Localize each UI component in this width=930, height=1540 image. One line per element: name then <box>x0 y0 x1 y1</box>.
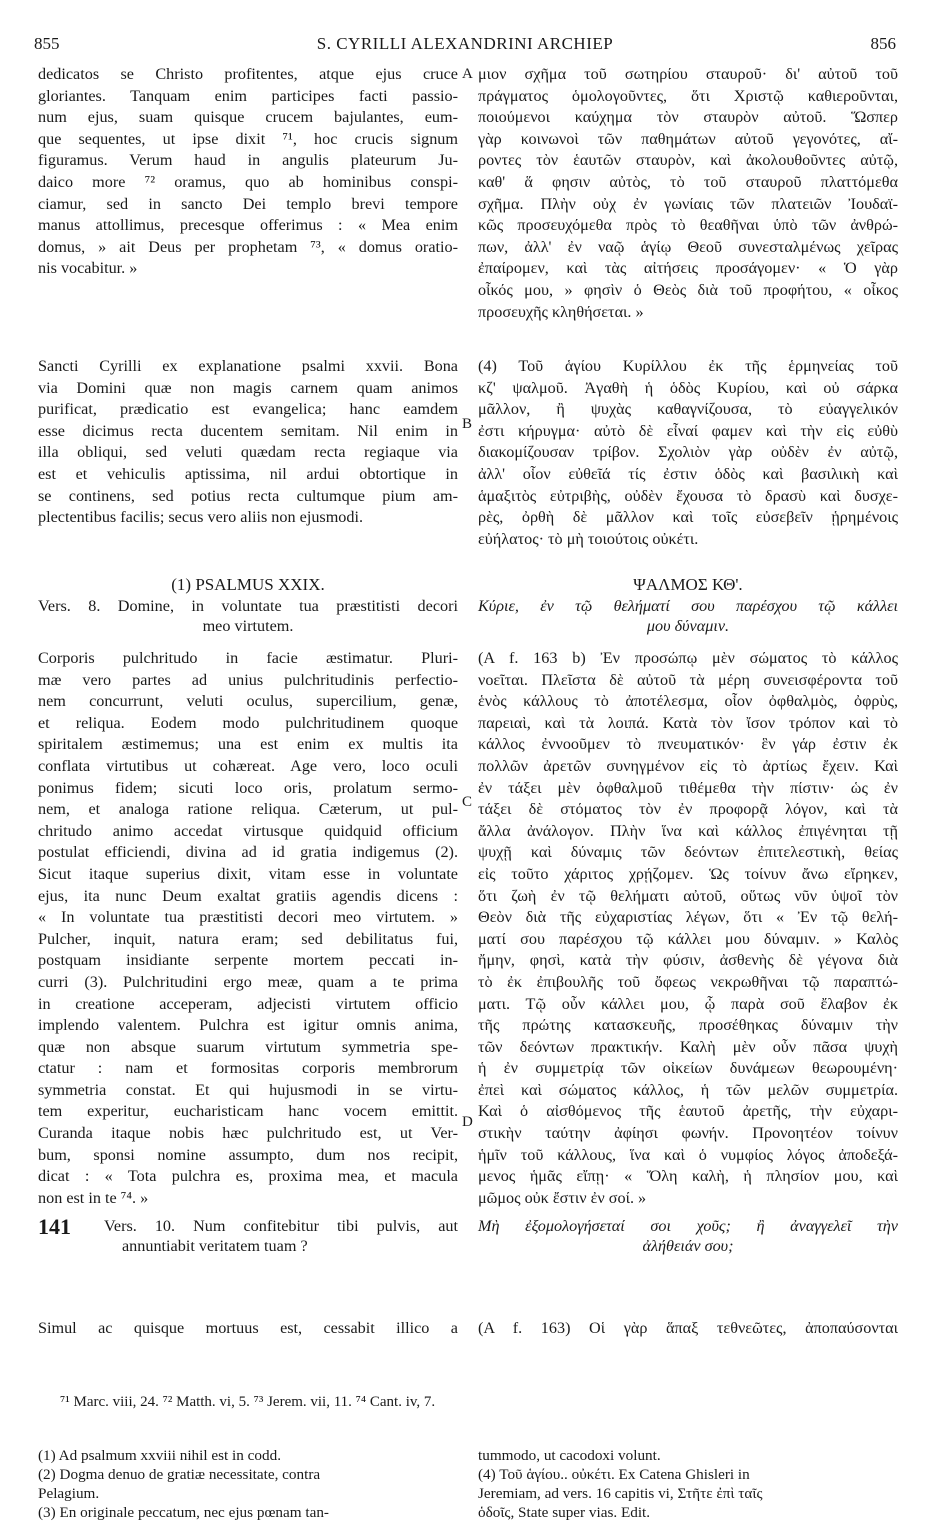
greek-p1-line: ποιούμενοι καύχημα τὸν σταυρὸν αὐτοῦ. Ὥσπερ <box>478 108 898 127</box>
footnotes-left <box>38 1446 458 1522</box>
greek-p2-line: ἁμαξιτὸς εὐτριβὴς, οὐδὲν ἔχουσα τὸ δρασὺ καὶ δυσχε- <box>478 486 898 505</box>
latin-p3-line: symmetria constat. Et qui hujusmodi in se virtu- <box>38 1080 458 1099</box>
latin-p3-line: mæ vero partes ad unius pulchritudinis perfectio- <box>38 670 458 689</box>
latin-paragraph-3 <box>38 648 458 1209</box>
greek-p3-line: εἰς τοῦτο χάριτος χρῄζομεν. Ὡς τοίνυν ἄνω εἴρηκεν, <box>478 864 898 883</box>
latin-p2-line: esse dicimus recta ducentem semitam. Nil enim in <box>38 421 458 440</box>
greek-p2-line: διακομίζουσαν τρίβον. Σχολιὸν γὰρ οὐδὲν ἐν αὐτῷ, <box>478 443 898 462</box>
greek-p3-line: στικὴν ταύτην ἀφίησι φωνήν. Προνοητέον τοίνυν <box>478 1124 898 1143</box>
verse10-latin-line-1: Vers. 10. Num confitebitur tibi pulvis, aut <box>104 1217 458 1235</box>
latin-p2-line: est et vehiculis aptissima, nil ardui obtortique in <box>38 464 458 483</box>
verse10-latin-line-2: annuntiabit veritatem tuam ? <box>122 1237 308 1255</box>
greek-p1-line: γὰρ κοινωνοὶ τῶν παθημάτων αὐτοῦ γεγονότες, αἴ- <box>478 129 898 148</box>
latin-p1-line: domus, » ait Deus per prophetam ⁷³, « domus oratio- <box>38 237 458 256</box>
greek-p1-line: καθ' ἅ φησιν αὐτὸς, τὸ τοῦ σταυροῦ πλαττόμεθα <box>478 172 898 191</box>
greek-p2-line: (4) Τοῦ ἁγίου Κυρίλλου ἐκ τῆς ἑρμηνείας τοῦ <box>478 357 898 375</box>
latin-p4-line: Simul ac quisque mortuus est, cessabit illico a <box>38 1319 458 1337</box>
psalm-heading-greek: ΨΑΛΜΟΣ ΚΘ'. <box>633 575 743 594</box>
greek-p3-line: τῶν δεόντων πρακτικήν. Καλὴ μὲν οὖν πᾶσα ψυχὴ <box>478 1037 898 1056</box>
latin-p3-line: non est in te ⁷⁴. » <box>38 1188 149 1207</box>
latin-p1-line: ciamur, sed in sancto Dei templo brevi tempore <box>38 194 458 213</box>
latin-p3-line: Sicut itaque superius dixit, vitam esse in voluntate <box>38 864 458 883</box>
latin-p3-line: conflata virtutibus ut cohæreat. Age vero, loco oculi <box>38 756 458 775</box>
verse8-latin-line-2: meo virtutem. <box>202 616 294 635</box>
greek-paragraph-1 <box>478 64 898 323</box>
latin-p3-line: ctatur : nam et formositas corporis membrorum <box>38 1059 458 1078</box>
scripture-references: ⁷¹ Marc. viii, 24. ⁷² Matth. vi, 5. ⁷³ Jerem. vii, 11. ⁷⁴ Cant. iv, 7. <box>60 1394 436 1410</box>
margin-marker-a: A <box>462 66 473 82</box>
latin-p3-line: chritudo animo accedat virtusque quidquid officium <box>38 821 458 840</box>
greek-p3-line: τὸ ἐκ ἐπιβουλῆς τοῦ ὄφεως νεκρωθῆναι τῷ παραπτώ- <box>478 972 898 991</box>
column-number: 141 <box>38 1214 71 1239</box>
latin-p3-line: dicat : « Tota pulchra es, proxima mea, et macula <box>38 1167 458 1186</box>
latin-p3-line: curri (3). Pulchritudini ergo meæ, quam a te prima <box>38 972 458 991</box>
latin-p1-line: gloriantes. Tanquam enim participes facti passio- <box>38 86 458 105</box>
greek-p1-line: ροντες τὸν ἑαυτῶν σταυρὸν, καὶ ἀκολουθοῦντες αὐτῷ, <box>478 151 898 170</box>
page-number-right: 856 <box>870 34 896 53</box>
latin-p3-line: spiritalem æstimemus; una est enim ex multis ita <box>38 735 458 754</box>
latin-p3-line: ponimus fidem; sicuti loco oris, prolatum sermo- <box>38 778 458 797</box>
greek-p3-line: ἐπεὶ καὶ σώματος κάλλος, ἡ τῶν μελῶν συμμετρία. <box>478 1080 898 1099</box>
greek-p3-line: ὅτι ζωὴ ἐν τῷ θελήματι αὐτοῦ, οὕτως νῦν ὑψοῖ τὸν <box>478 886 898 905</box>
latin-p3-line: nem, et analoga ratione reliqua. Cæterum, ut pul- <box>38 800 458 819</box>
verse8-greek-line-1: Κύριε, ἐν τῷ θελήματί σου παρέσχου τῷ κάλλει <box>478 596 898 615</box>
latin-p2-line: plectentibus facilis; secus vero aliis non ejusmodi. <box>38 508 364 527</box>
latin-p1-line: daico more ⁷² oramus, quo ab hominibus conspi- <box>38 172 458 191</box>
greek-p3-line: ματί σου παρέσχου τῷ κάλλει μου δύναμιν. » Καλὸς <box>478 929 898 948</box>
latin-p1-line: nis vocabitur. » <box>38 259 138 278</box>
greek-psalm-section <box>478 574 898 636</box>
latin-p1-line: num ejus, suam quisque crucem bajulantes, eum- <box>38 108 458 127</box>
latin-p3-line: bum, sponsi nomine assumpto, dum nos recipit, <box>38 1145 458 1164</box>
greek-p3-line: τάξει δὲ στόματος τὸν ἐν προφορᾷ λόγον, καὶ τὰ <box>478 800 898 819</box>
latin-paragraph-4 <box>38 1318 458 1340</box>
greek-paragraph-2 <box>478 356 898 550</box>
latin-p3-line: tem experitur, eucharisticam hanc vocem emittit. <box>38 1102 458 1121</box>
latin-p3-line: quæ non absque suarum virtutum symmetria spe- <box>38 1037 458 1056</box>
footnote-line: Pelagium. <box>38 1485 100 1502</box>
latin-p3-line: postquam insidiante serpente mortem peccati in- <box>38 951 458 970</box>
latin-psalm-section <box>38 574 458 636</box>
latin-p1-line: que sequentes, ut ipse dixit ⁷¹, hoc crucis signum <box>38 129 458 148</box>
greek-p1-line: πων, ἀλλ' ἐν ναῷ ἁγίῳ Θεοῦ συνεσταλμένως χεῖρας <box>478 237 898 256</box>
footnotes-right <box>478 1446 898 1522</box>
greek-p3-line: ψυχῇ καὶ δύναμις τῶν δεόντων ἐπιτελεστικὴ, θείας <box>478 843 898 862</box>
greek-verse10 <box>478 1216 898 1256</box>
greek-p3-line: Θεὸν διὰ τῆς εὐχαριστίας λέγων, ὅτι « Ἐν τῷ θελή- <box>478 908 898 927</box>
greek-p2-line: ἀλλ' οἷον εὐθεῖά τίς ἐστιν ὁδὸς καὶ βασιλικὴ καὶ <box>478 464 898 483</box>
latin-p2-line: via Domini quæ non magis carnem quam animos <box>38 378 458 397</box>
latin-p1-line: manus attollimus, precesque offerimus : « Mea enim <box>38 216 458 235</box>
greek-p3-line: μῶμος οὐκ ἔστιν ἐν σοί. » <box>478 1188 647 1207</box>
verse8-greek-line-2: μου δύναμιν. <box>646 616 730 635</box>
latin-p3-line: Corporis pulchritudo in facie æstimatur. Pluri- <box>38 649 458 667</box>
greek-p3-line: πολλῶν ἀρετῶν συνηγμένον εἰς τὸ ἀρτίως ἔχειν. Καὶ <box>478 756 898 775</box>
footnote-line: (2) Dogma denuo de gratiæ necessitate, contra <box>38 1466 321 1483</box>
greek-paragraph-4 <box>478 1318 898 1340</box>
latin-paragraph-2 <box>38 356 458 529</box>
greek-p1-line: σχῆμα. Πλὴν οὐχ ἐν γωνίαις τῶν πλατειῶν Ἰουδαϊ- <box>478 194 898 213</box>
footnote-line: tummodo, ut cacodoxi volunt. <box>478 1447 661 1464</box>
footnote-line: (1) Ad psalmum xxviii nihil est in codd. <box>38 1447 281 1464</box>
latin-verse10 <box>104 1216 458 1256</box>
latin-p3-line: Curanda itaque nobis hæc pulchritudo est, ut Ver- <box>38 1124 458 1143</box>
greek-p3-line: (A f. 163 b) Ἐν προσώπῳ μὲν σώματος τὸ κάλλος <box>478 649 898 667</box>
psalm-heading-latin: (1) PSALMUS XXIX. <box>171 575 325 594</box>
running-title: S. CYRILLI ALEXANDRINI ARCHIEP <box>316 34 614 53</box>
greek-p3-line: ἡ ἐν συμμετρίᾳ τῶν οἰκείων δυνάμεων θεωρουμένη· <box>478 1059 898 1078</box>
latin-p2-line: se continens, sed potius recta cultumque pium am- <box>38 486 458 505</box>
latin-p3-line: implendo valentem. Pulchra est igitur omnis anima, <box>38 1016 458 1035</box>
page-number-left: 855 <box>34 34 60 53</box>
verse8-latin-line-1: Vers. 8. Domine, in voluntate tua præstitisti decori <box>38 596 458 615</box>
latin-p1-line: figuramus. Verum haud in angulis plateurum Ju- <box>38 151 458 170</box>
margin-marker-d: D <box>462 1114 473 1130</box>
greek-p1-line: οἶκός μου, » φησὶν ὁ Θεὸς διὰ τοῦ προφήτου, « οἶκος <box>478 280 898 299</box>
latin-p2-line: illa obliqui, sed veluti quædam recta regiaque via <box>38 443 458 462</box>
greek-p1-line: ἐπαίρομεν, καὶ τὰς αἰτήσεις προσάγομεν· « Ὁ γὰρ <box>478 259 898 278</box>
greek-p1-line: προσευχῆς κληθήσεται. » <box>478 302 644 321</box>
greek-p1-line: μιον σχῆμα τοῦ σωτηρίου σταυροῦ· δι' αὐτοῦ τοῦ <box>478 65 898 83</box>
greek-p3-line: νοεῖται. Πλεῖστα δὲ αὐτοῦ τὰ μέρη συνεισφέροντα τοῦ <box>478 670 898 689</box>
latin-p3-line: nem concurrunt, veluti oculus, supercilium, genæ, <box>38 692 458 711</box>
latin-p3-line: Pulcher, inquit, natura eram; sed debilitatus fui, <box>38 929 458 948</box>
greek-p1-line: πράγματος ὁμολογοῦντες, ὅτι Χριστῷ καθιεροῦνται, <box>478 86 898 105</box>
greek-p3-line: ματι. Τῷ οὖν κάλλει μου, ᾧ παρὰ σοῦ ἔλαβον ἐκ <box>478 994 898 1013</box>
greek-p3-line: τῆς πρώτης κατασκευῆς, προσέθηκας δύναμιν τὴν <box>478 1016 898 1035</box>
greek-p2-line: μᾶλλον, ἢ ψυχὰς καθαγνίζουσα, τὸ εὐαγγελικόν <box>478 400 898 419</box>
greek-p3-line: Καὶ ὁ αἰσθόμενος τῆς ἑαυτοῦ ἀρετῆς, τὴν εὐχαρι- <box>478 1102 898 1121</box>
greek-p2-line: εὐήλατος· τὸ μὴ τοιούτοις οὐκέτι. <box>478 529 699 548</box>
latin-paragraph-1 <box>38 64 458 280</box>
latin-p2-line: purificat, prædicatio est evangelica; hanc eamdem <box>38 400 458 419</box>
footnote-line: (4) Τοῦ ἁγίου.. οὐκέτι. Ex Catena Ghisleri in <box>478 1466 750 1483</box>
latin-p2-line: Sancti Cyrilli ex explanatione psalmi xxvii. Bona <box>38 357 458 375</box>
greek-p3-line: μενος ἡμᾶς εἴπῃ· « Ὅλη καλὴ, ἡ πλησίον μου, καὶ <box>478 1167 898 1186</box>
footnote-line: ὁδοῖς, State super vias. Edit. <box>478 1504 651 1521</box>
greek-p2-line: κζ' ψαλμοῦ. Ἀγαθὴ ἡ ὁδὸς Κυρίου, καὶ οὐ σάρκα <box>478 378 898 397</box>
greek-p3-line: ἑνὸς κάλλους τὸ ἀποτέλεσμα, οἷον ὀφθαλμὸς, ὀφρὺς, <box>478 692 898 711</box>
latin-p3-line: ejus, ita nunc Deum exaltat gratiis agendis dicens : <box>38 886 458 905</box>
latin-p3-line: postulat efficiendi, divina ad id gratia indigemus (2). <box>38 843 458 862</box>
latin-p3-line: in creatione acceperam, adjecisti virtutem officio <box>38 994 458 1013</box>
page-header <box>0 34 930 58</box>
greek-p3-line: κάλλος ἐννοοῦμεν τὸ πνευματικόν· ἓν γάρ ἐστιν ἐκ <box>478 735 898 754</box>
greek-p3-line: παρειαὶ, καὶ τὰ λοιπά. Κατὰ τὸν ἴσον τρόπον καὶ τὸ <box>478 713 898 732</box>
greek-p4-line: (A f. 163) Οἱ γὰρ ἅπαξ τεθνεῶτες, ἀποπαύσονται <box>478 1319 898 1337</box>
footnote-line: Jeremiam, ad vers. 16 capitis vi, Στῆτε ἐπὶ ταῖς <box>478 1485 763 1502</box>
margin-marker-b: B <box>462 416 473 432</box>
latin-p1-line: dedicatos se Christo profitentes, atque ejus cruce <box>38 65 458 83</box>
greek-p3-line: ἄλλα ἀνάλογον. Πλὴν ἵνα καὶ κάλλος ἐπιγένηται τῇ <box>478 821 898 840</box>
verse10-greek-line-1: Μὴ ἐξομολογήσεταί σοι χοῦς; ἢ ἀναγγελεῖ τὴν <box>478 1217 898 1235</box>
greek-p1-line: κῶς προσευχόμεθα πρὸς τὸ θεαθῆναι ὑπὸ τῶν ἀνθρώ- <box>478 216 898 235</box>
greek-p3-line: ἡμῖν τοῦ κάλλους, ἵνα καὶ ὁ νυμφίος λόγος ἀποδεξά- <box>478 1145 898 1164</box>
greek-p2-line: ρὲς, ὀρθὴ δὲ μᾶλλον καὶ τοῖς εὐσεβεῖν ᾑρημένοις <box>478 508 898 527</box>
latin-p3-line: et reliqua. Eodem modo pulchritudinem quoque <box>38 713 458 732</box>
footnote-line: (3) En originale peccatum, nec ejus pœnam tan- <box>38 1504 329 1521</box>
greek-paragraph-3 <box>478 648 898 1209</box>
margin-marker-c: C <box>462 794 473 810</box>
greek-p3-line: ἤμην, φησὶ, κατὰ τὴν φύσιν, ἀσθενὴς δὲ γέγονα διὰ <box>478 951 898 970</box>
greek-p2-line: ἐστι κήρυγμα· αὐτὸ δὲ εἶναί φαμεν καὶ τὴν εἰς εὐθὺ <box>478 421 898 440</box>
latin-p3-line: « In voluntate tua præstitisti decori meo virtutem. » <box>38 908 458 927</box>
greek-p3-line: ἐν τάξει μὲν ὀφθαλμοῦ τιθέμεθα τὴν πίστιν· ὡς ἐν <box>478 778 898 797</box>
verse10-greek-line-2: ἀλήθειάν σου; <box>642 1237 734 1255</box>
